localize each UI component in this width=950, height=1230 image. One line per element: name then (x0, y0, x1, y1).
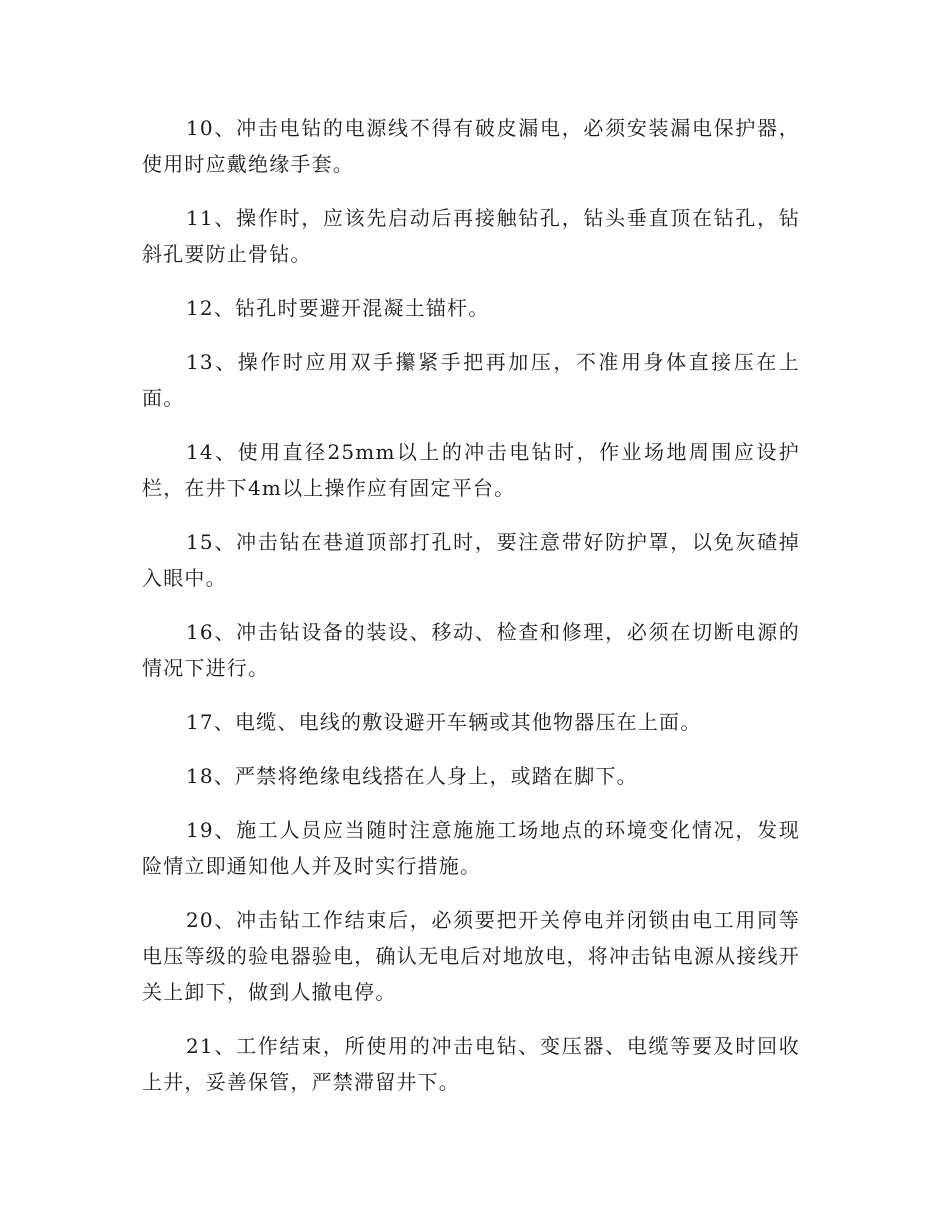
paragraph-12: 12、钻孔时要避开混凝土锚杆。 (186, 296, 490, 320)
paragraph-11: 11、操作时，应该先启动后再接触钻孔，钻头垂直顶在钻孔，钻斜孔要防止骨钻。 (142, 206, 800, 266)
paragraph-13: 13、操作时应用双手攥紧手把再加压，不准用身体直接压在上面。 (142, 350, 800, 410)
paragraph-15: 15、冲击钻在巷道顶部打孔时，要注意带好防护罩，以免灰碴掉入眼中。 (142, 530, 800, 590)
paragraph-17: 17、电缆、电线的敷设避开车辆或其他物器压在上面。 (186, 710, 702, 734)
paragraph-18: 18、严禁将绝缘电线搭在人身上，或踏在脚下。 (186, 764, 638, 788)
paragraph-10: 10、冲击电钻的电源线不得有破皮漏电，必须安装漏电保护器，使用时应戴绝缘手套。 (142, 116, 800, 176)
paragraph-21: 21、工作结束，所使用的冲击电钻、变压器、电缆等要及时回收上井，妥善保管，严禁滞留井下。 (142, 1034, 800, 1094)
paragraph-19: 19、施工人员应当随时注意施施工场地点的环境变化情况，发现险情立即通知他人并及时实行措施。 (142, 818, 800, 878)
paragraph-14: 14、使用直径25mm以上的冲击电钻时，作业场地周围应设护栏，在井下4m以上操作应有固定平台。 (142, 440, 800, 500)
document-body (142, 110, 800, 1118)
paragraph-16: 16、冲击钻设备的装设、移动、检查和修理，必须在切断电源的情况下进行。 (142, 620, 800, 680)
paragraph-20: 20、冲击钻工作结束后，必须要把开关停电并闭锁由电工用同等电压等级的验电器验电，确认无电后对地放电，将冲击钻电源从接线开关上卸下，做到人撤电停。 (142, 908, 800, 1004)
